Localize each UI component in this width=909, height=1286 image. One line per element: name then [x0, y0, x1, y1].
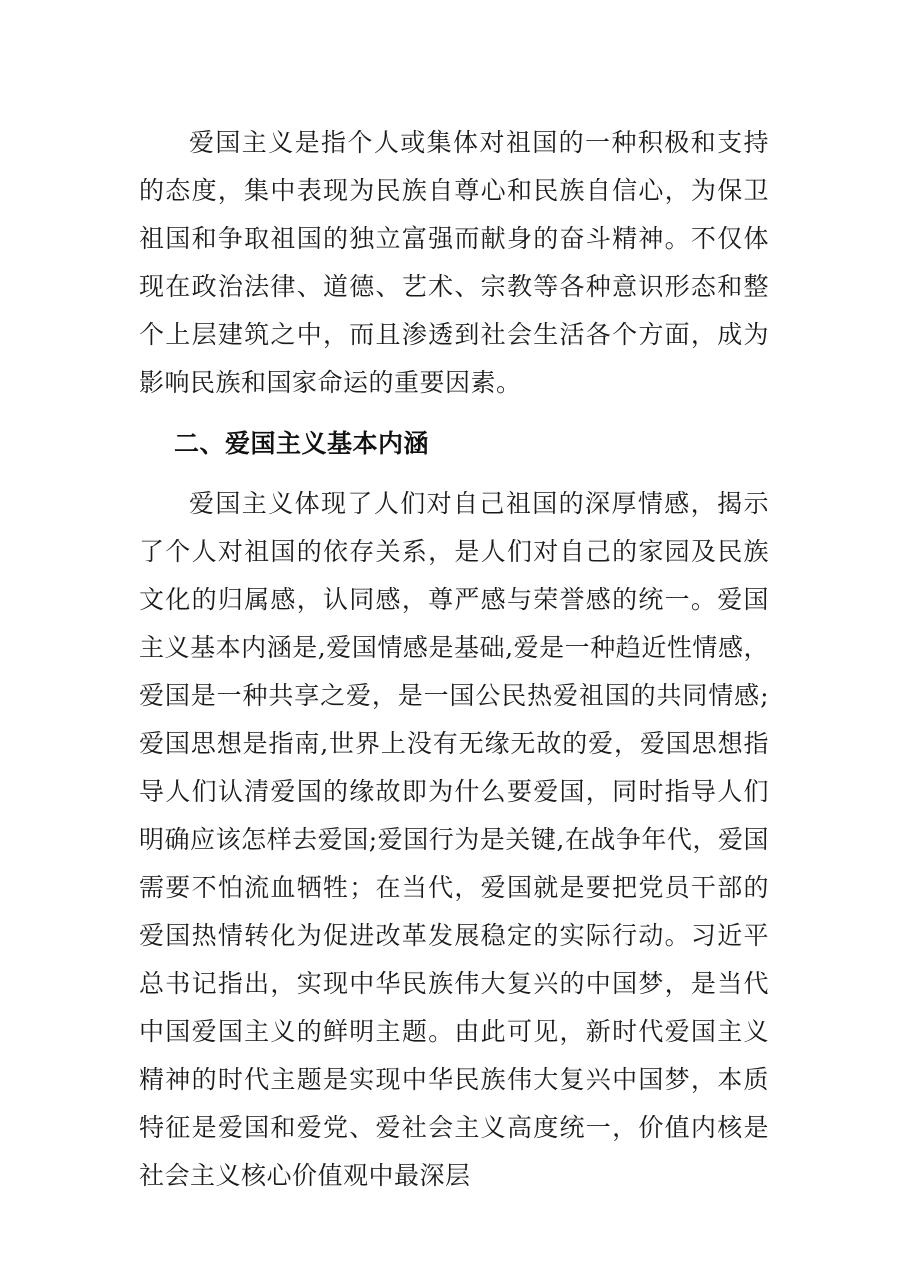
document-body — [139, 119, 769, 1200]
section-heading: 二、爱国主义基本内涵 — [174, 429, 430, 458]
paragraph-connotation: 爱国主义体现了人们对自己祖国的深厚情感，揭示了个人对祖国的依存关系，是人们对自己的家园及民族文化的归属感，认同感，尊严感与荣誉感的统一。爱国主义基本内涵是,爱国情感是基础,爱是一种趋近性情感，爱国是一种共享之爱，是一国公民热爱祖国的共同情感;爱国思想是指南,世界上没有无缘无故的爱，爱国思想指导人们认清爱国的缘故即为什么要爱国，同时指导人们明确应该怎样去爱国;爱国行为是关键,在战争年代，爱国需要不怕流血牺牲；在当代，爱国就是要把党员干部的爱国热情转化为促进改革发展稳定的实际行动。习近平总书记指出，实现中华民族伟大复兴的中国梦，是当代中国爱国主义的鲜明主题。由此可见，新时代爱国主义精神的时代主题是实现中华民族伟大复兴中国梦，本质特征是爱国和爱党、爱社会主义高度统一，价值内核是社会主义核心价值观中最深层 — [139, 489, 769, 1190]
paragraph-intro: 爱国主义是指个人或集体对祖国的一种积极和支持的态度，集中表现为民族自尊心和民族自信心，为保卫祖国和争取祖国的独立富强而献身的奋斗精神。不仅体现在政治法律、道德、艺术、宗教等各种意识形态和整个上层建筑之中，而且渗透到社会生活各个方面，成为影响民族和国家命运的重要因素。 — [139, 128, 769, 397]
